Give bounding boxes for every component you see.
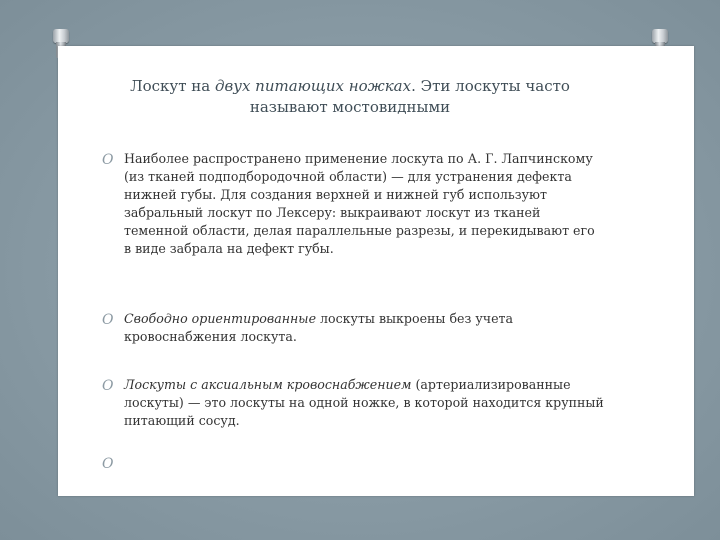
- bullet-text: Наиболее распространено применение лоскута по А. Г. Лапчинскому (из тканей подподбородочной области) — для устранения дефекта нижней губы. Для создания верхней и нижней губ используют забральный лоскут по Лексеру: выкраивают лоскут из тканей теменной области, делая параллельные разрезы, и перекидывают его в виде забрала на дефект губы.: [124, 151, 595, 256]
- title-part-2: двух питающих ножках: [215, 77, 412, 95]
- bullet-icon: O: [102, 378, 114, 394]
- bullet-italic-text: Свободно ориентированные: [124, 311, 317, 326]
- list-item: [102, 376, 604, 430]
- bullet-icon: O: [102, 312, 114, 328]
- bullet-icon: O: [102, 152, 114, 168]
- slide-title: [100, 76, 600, 118]
- title-part-3: . Эти лоскуты часто называют мостовидными: [249, 77, 570, 116]
- bullet-icon: O: [102, 456, 114, 472]
- list-item: [102, 150, 604, 258]
- bullet-italic-text: Лоскуты с аксиальным кровоснабжением: [124, 377, 412, 392]
- title-part-1: Лоскут на: [130, 77, 215, 95]
- bullet-text: (артериализированные лоскуты) — это лоскуты на одной ножке, в которой находится крупный питающий сосуд.: [124, 377, 604, 428]
- list-item: [102, 310, 604, 346]
- bullet-text: лоскуты выкроены без учета кровоснабжения лоскута.: [124, 311, 514, 344]
